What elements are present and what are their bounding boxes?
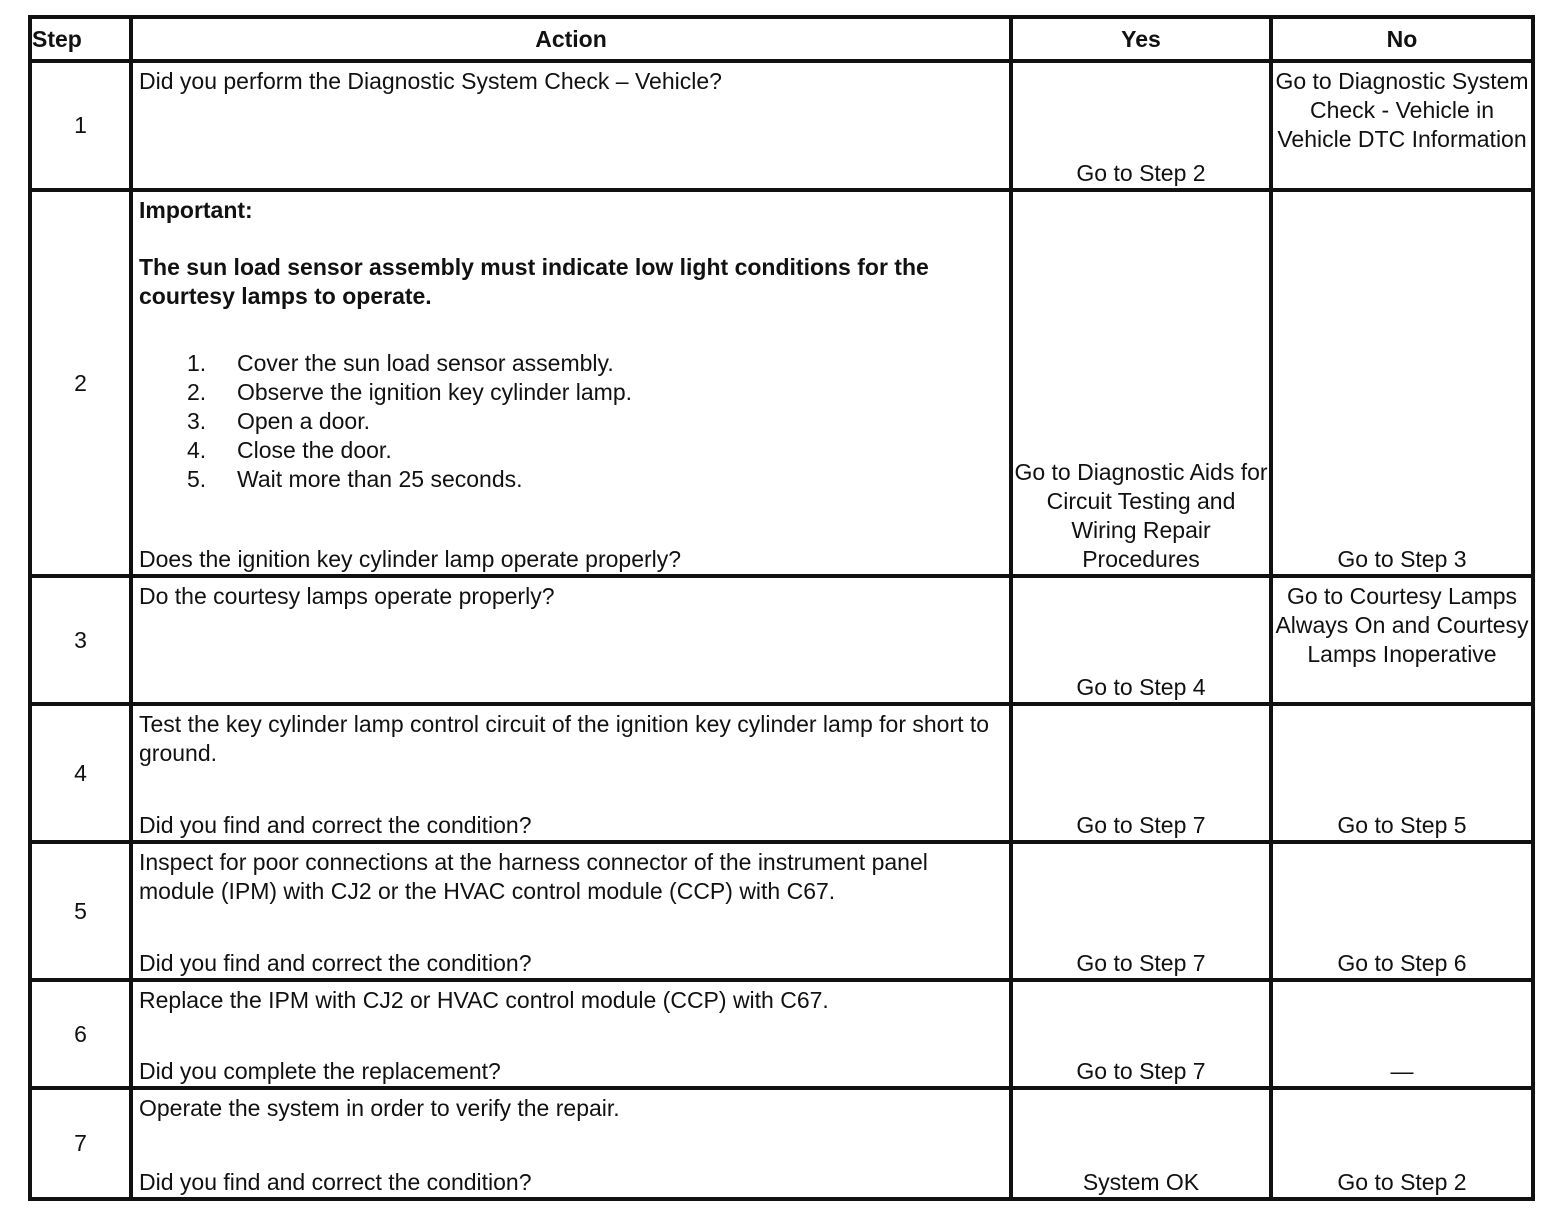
table-row — [30, 842, 1533, 980]
important-text: The sun load sensor assembly must indicate low light conditions for the courtesy lamps to operate. — [139, 254, 929, 309]
no-cell: Go to Step 6 — [1271, 842, 1533, 980]
table-row — [30, 190, 1533, 576]
step-number: 6 — [30, 980, 131, 1088]
action-cell — [131, 576, 1011, 704]
step-number: 3 — [30, 576, 131, 704]
action-cell — [131, 980, 1011, 1088]
action-text: Replace the IPM with CJ2 or HVAC control module (CCP) with C67. — [139, 987, 829, 1013]
action-cell — [131, 842, 1011, 980]
step-number: 2 — [30, 190, 131, 576]
substep-list — [139, 349, 1003, 494]
yes-cell: Go to Step 2 — [1011, 61, 1271, 190]
list-item: 5. Wait more than 25 seconds. — [187, 466, 523, 492]
action-cell — [131, 704, 1011, 842]
question-text: Did you find and correct the condition? — [139, 950, 532, 976]
table-row — [30, 704, 1533, 842]
header-yes: Yes — [1011, 17, 1271, 61]
step-number: 7 — [30, 1088, 131, 1199]
list-item: 2. Observe the ignition key cylinder lamp. — [187, 379, 633, 405]
question-text: Did you find and correct the condition? — [139, 1169, 532, 1195]
yes-cell: Go to Step 7 — [1011, 980, 1271, 1088]
no-cell: Go to Diagnostic System Check - Vehicle in Vehicle DTC Information — [1271, 61, 1533, 190]
table-row — [30, 1088, 1533, 1199]
table-row — [30, 980, 1533, 1088]
yes-cell: Go to Diagnostic Aids for Circuit Testing and Wiring Repair Procedures — [1011, 190, 1271, 576]
no-cell: Go to Step 5 — [1271, 704, 1533, 842]
action-text: Test the key cylinder lamp control circuit of the ignition key cylinder lamp for short to ground. — [139, 711, 990, 766]
no-cell: Go to Step 3 — [1271, 190, 1533, 576]
list-item: 4. Close the door. — [187, 437, 392, 463]
no-cell: — — [1271, 980, 1533, 1088]
step-number: 5 — [30, 842, 131, 980]
action-text: Operate the system in order to verify the repair. — [139, 1095, 620, 1121]
important-label: Important: — [139, 197, 253, 223]
action-cell — [131, 1088, 1011, 1199]
question-text: Did you find and correct the condition? — [139, 812, 532, 838]
no-cell: Go to Step 2 — [1271, 1088, 1533, 1199]
action-text: Do the courtesy lamps operate properly? — [139, 583, 555, 609]
action-cell — [131, 190, 1011, 576]
list-item: 1. Cover the sun load sensor assembly. — [187, 350, 614, 376]
question-text: Did you complete the replacement? — [139, 1058, 501, 1084]
list-item: 3. Open a door. — [187, 408, 370, 434]
table-row — [30, 61, 1533, 190]
yes-cell: Go to Step 4 — [1011, 576, 1271, 704]
table-row — [30, 576, 1533, 704]
header-row — [30, 17, 1533, 61]
question-text: Does the ignition key cylinder lamp operate properly? — [139, 546, 682, 572]
action-cell — [131, 61, 1011, 190]
yes-cell: System OK — [1011, 1088, 1271, 1199]
diagnostic-table — [28, 15, 1535, 1201]
yes-cell: Go to Step 7 — [1011, 842, 1271, 980]
header-action: Action — [131, 17, 1011, 61]
yes-cell: Go to Step 7 — [1011, 704, 1271, 842]
header-no: No — [1271, 17, 1533, 61]
step-number: 4 — [30, 704, 131, 842]
action-text: Inspect for poor connections at the harness connector of the instrument panel module (IPM) with CJ2 or the HVAC control module (CCP) with C67. — [139, 849, 928, 904]
step-number: 1 — [30, 61, 131, 190]
action-text: Did you perform the Diagnostic System Check – Vehicle? — [139, 68, 722, 94]
no-cell: Go to Courtesy Lamps Always On and Courtesy Lamps Inoperative — [1271, 576, 1533, 704]
header-step: Step — [30, 17, 131, 61]
